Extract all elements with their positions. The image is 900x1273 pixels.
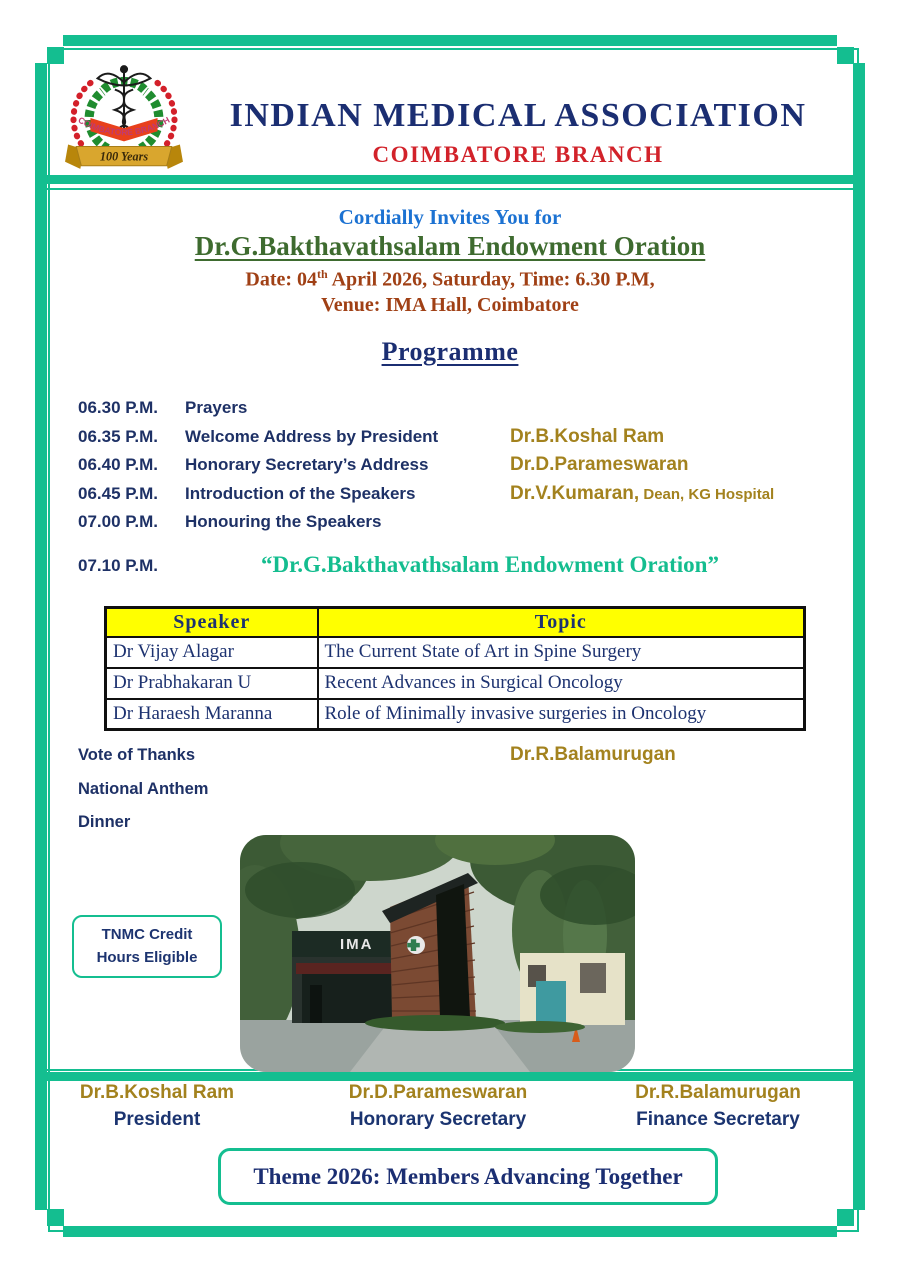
official-president	[52, 1082, 262, 1131]
schedule-row	[78, 480, 838, 509]
oration-title: “Dr.G.Bakthavathsalam Endowment Oration”	[261, 552, 719, 577]
photo-ima-sign: IMA	[340, 936, 374, 953]
closing-item-national-anthem: National Anthem	[78, 780, 209, 798]
theme-banner	[218, 1148, 718, 1205]
official-name: Dr.B.Koshal Ram	[79, 1082, 235, 1103]
date-part2: April 2026, Saturday, Time: 6.30 P.M,	[327, 268, 655, 291]
tnmc-badge-text	[97, 924, 198, 969]
schedule-item: Prayers	[185, 398, 248, 418]
logo-100-years-banner	[65, 144, 183, 168]
svg-text:100 Years: 100 Years	[99, 149, 149, 164]
header-titles	[188, 97, 848, 168]
event-venue: Venue: IMA Hall, Coimbatore	[321, 294, 579, 316]
official-role: President	[113, 1109, 201, 1130]
ima-logo	[62, 57, 186, 177]
event-title: Dr.G.Bakthavathsalam Endowment Oration	[194, 231, 706, 261]
topic-cell: The Current State of Art in Spine Surgery	[318, 637, 805, 668]
schedule-row	[78, 508, 838, 537]
speakers-table	[104, 606, 806, 731]
speaker-cell: Dr Vijay Alagar	[106, 637, 318, 668]
schedule-person-note: Dean, KG Hospital	[639, 485, 775, 503]
official-name: Dr.D.Parameswaran	[348, 1082, 528, 1103]
schedule-item: Welcome Address by President	[185, 426, 439, 446]
org-branch: COIMBATORE BRANCH	[372, 142, 664, 167]
schedule-row	[78, 451, 838, 480]
schedule-item: Introduction of the Speakers	[185, 483, 416, 503]
caduceus-icon	[98, 66, 151, 130]
schedule-time: 06.35 P.M.	[78, 426, 159, 446]
schedule-item: Honorary Secretary’s Address	[185, 455, 429, 475]
closing-item-dinner: Dinner	[78, 813, 131, 831]
tnmc-credit-badge	[72, 915, 222, 978]
tnmc-line1: TNMC Credit	[101, 926, 193, 943]
date-part1: Date: 04	[245, 268, 318, 291]
closing-person: Dr.R.Balamurugan	[510, 744, 676, 765]
speaker-column-header: Speaker	[106, 608, 318, 637]
tnmc-line2: Hours Eligible	[96, 948, 198, 966]
schedule-person: Dr.D.Parameswaran	[510, 454, 689, 476]
closing-item-vote-of-thanks: Vote of Thanks	[78, 746, 196, 764]
official-honorary-secretary	[328, 1082, 548, 1131]
oration-time: 07.10 P.M.	[78, 556, 159, 575]
table-header-row	[106, 608, 805, 637]
schedule-person	[510, 483, 838, 505]
schedule-time: 06.40 P.M.	[78, 455, 159, 475]
schedule-item: Honouring the Speakers	[185, 512, 382, 532]
schedule-time: 06.30 P.M.	[78, 398, 159, 418]
speaker-cell: Dr Haraesh Maranna	[106, 699, 318, 730]
table-row	[106, 699, 805, 730]
official-role: Honorary Secretary	[349, 1109, 527, 1130]
official-finance-secretary	[608, 1082, 828, 1131]
ima-hall-photo	[240, 835, 635, 1072]
topic-column-header: Topic	[318, 608, 805, 637]
schedule-person: Dr.B.Koshal Ram	[510, 425, 665, 447]
theme-text: Theme 2026: Members Advancing Together	[253, 1163, 683, 1189]
table-row	[106, 668, 805, 699]
topic-cell: Role of Minimally invasive surgeries in Oncology	[318, 699, 805, 730]
schedule-row	[78, 423, 838, 452]
table-row	[106, 637, 805, 668]
schedule-time: 07.00 P.M.	[78, 512, 159, 532]
org-name: INDIAN MEDICAL ASSOCIATION	[229, 97, 807, 134]
event-date	[0, 267, 900, 292]
speaker-cell: Dr Prabhakaran U	[106, 668, 318, 699]
schedule-row	[78, 394, 838, 423]
schedule-person-name: Dr.V.Kumaran,	[510, 482, 640, 504]
official-name: Dr.R.Balamurugan	[635, 1082, 801, 1103]
programme-schedule	[78, 394, 838, 537]
invite-line: Cordially Invites You for	[338, 205, 562, 229]
topic-cell: Recent Advances in Surgical Oncology	[318, 668, 805, 699]
official-role: Finance Secretary	[636, 1109, 800, 1130]
date-ordinal: th	[317, 267, 328, 281]
schedule-time: 06.45 P.M.	[78, 483, 159, 503]
logo-curved-text: COIMBATORE BRANCH	[76, 114, 172, 138]
programme-heading: Programme	[381, 337, 519, 366]
